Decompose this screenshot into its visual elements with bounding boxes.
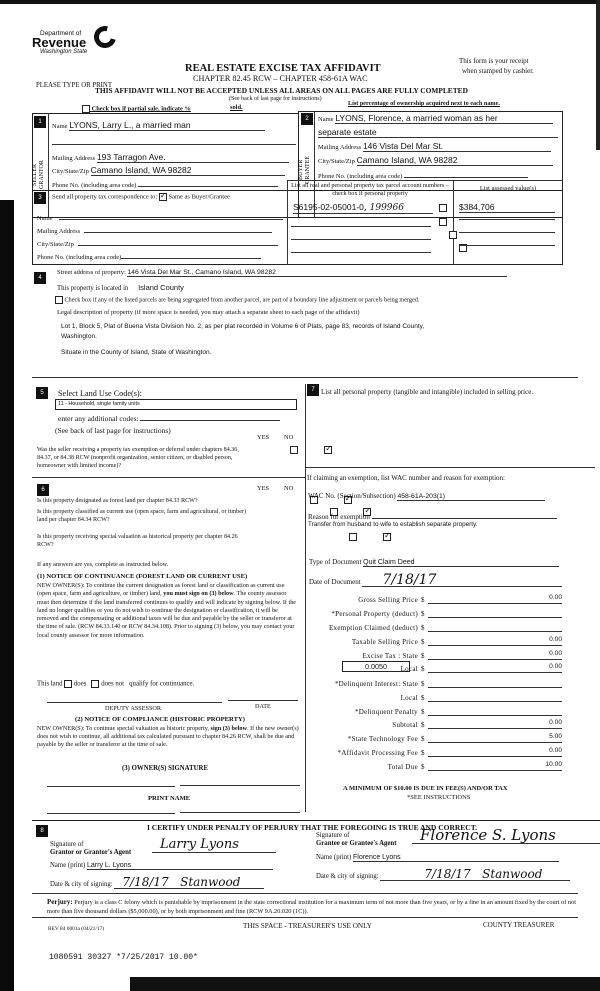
- segregated-checkbox[interactable]: [55, 296, 63, 304]
- land-use-see-back: (See back of last page for instructions): [55, 426, 171, 435]
- historical-yes-checkbox[interactable]: [349, 533, 357, 541]
- additional-codes-field[interactable]: [140, 413, 280, 421]
- notice2-text-a: NEW OWNER(S): To continue special valuation as historic property,: [37, 725, 209, 732]
- parcel-handwritten-1: , 199966: [363, 203, 404, 213]
- grantee-sig-label-1: Signature of: [316, 832, 350, 839]
- grantor-name-field[interactable]: Larry L. Lyons: [87, 862, 273, 870]
- lower-column-divider: [305, 384, 306, 812]
- scan-border-right: [596, 0, 600, 150]
- parcel-header: List all real and personal property tax parcel account numbers – check box if personal property: [291, 182, 449, 197]
- perjury-bottom-line: [32, 917, 578, 918]
- seller-phone-field[interactable]: [138, 179, 278, 187]
- fee-label: Subtotal: [392, 721, 418, 729]
- seller-name-row: [52, 120, 265, 131]
- corr-city-label: City/State/Zip: [37, 241, 74, 248]
- owner-signature-line-1: [47, 786, 175, 787]
- buyer-name-label: Name: [318, 116, 334, 123]
- located-row: [57, 283, 184, 292]
- corr-mailing-field[interactable]: [84, 226, 272, 233]
- form-title: REAL ESTATE EXCISE TAX AFFIDAVIT: [185, 63, 381, 74]
- sold-label: sold.: [230, 104, 243, 111]
- segregated-label: Check box if any of the listed parcels are being segregated from another parcel, are part of a boundary line adjustment or parcels being merged.: [64, 296, 420, 304]
- grantee-date-label: Date & city of signing:: [316, 873, 379, 880]
- currency-symbol: $: [421, 680, 425, 688]
- historical-no-checkbox[interactable]: [383, 533, 391, 541]
- currency-symbol: $: [421, 763, 425, 771]
- corr-phone-label: Phone No. (including area code): [37, 254, 122, 261]
- grantor-date-row: [50, 876, 264, 889]
- yes-header-5: YES: [257, 434, 270, 441]
- corr-phone-field[interactable]: [121, 252, 261, 259]
- currency-symbol: $: [421, 694, 425, 702]
- grantee-date-field[interactable]: 7/18/17 Stanwood: [380, 868, 570, 881]
- fee-value-field[interactable]: 0.00: [428, 747, 562, 757]
- assessed-header: List assessed value(s): [479, 185, 537, 192]
- parcel-line-4: [291, 252, 431, 253]
- section-5-badge: 5: [36, 387, 48, 399]
- section-3-top-line: [287, 180, 563, 181]
- grantee-name-label: Name (print): [316, 854, 352, 861]
- see-instructions-note: *SEE INSTRUCTIONS: [407, 794, 471, 801]
- perjury-top-line: [32, 893, 578, 894]
- certify-statement: I CERTIFY UNDER PENALTY OF PERJURY THAT THE FOREGOING IS TRUE AND CORRECT.: [147, 823, 478, 832]
- doc-date-row: [309, 574, 562, 587]
- logo-line3: Washington State: [40, 49, 88, 55]
- street-address-field[interactable]: 146 Vista Del Mar St., Camano Island, WA 98282: [127, 269, 507, 277]
- reason-label: Reason for exemption: [308, 513, 370, 521]
- please-type-label: PLEASE TYPE OR PRINT: [36, 82, 112, 89]
- currency-symbol: $: [421, 665, 425, 673]
- personal-property-checkbox-2[interactable]: [439, 218, 447, 226]
- section-2-badge: 2: [301, 113, 313, 125]
- currency-symbol: $: [421, 721, 425, 729]
- receipt-note-2: when stamped by cashier.: [462, 67, 534, 75]
- partial-sale-label: Check box if partial sale, indicate %: [91, 105, 191, 113]
- qualify-label: qualify for continuance.: [129, 680, 195, 688]
- located-county-field[interactable]: Island County: [138, 283, 184, 292]
- historical-question: Is this property receiving special valuation as historical property per chapter 84.26 RCW?: [37, 534, 238, 548]
- print-name-line-2: [180, 812, 300, 813]
- fee-label: Excise Tax : State: [362, 652, 418, 660]
- parcel-row-1: [293, 202, 447, 214]
- corr-name-label: Name: [37, 215, 53, 222]
- segregated-row: [55, 296, 419, 304]
- fee-label: *State Technology Fee: [347, 735, 418, 743]
- notice-continuance-body: [37, 582, 299, 640]
- corr-name-field[interactable]: [59, 213, 283, 220]
- seller-city-field[interactable]: Camano Island, WA 98282: [91, 165, 285, 176]
- street-address-row: [57, 269, 507, 277]
- send-correspondence-label: Send all property tax correspondence to:: [52, 193, 158, 201]
- logo-line1: Department of: [40, 30, 82, 37]
- county-treasurer-label: COUNTY TREASURER: [483, 921, 555, 929]
- personal-property-checkbox-3[interactable]: [449, 231, 457, 239]
- grantee-name-field[interactable]: Florence Lyons: [353, 854, 559, 862]
- notice-continuance-title: (1) NOTICE OF CONTINUANCE (FOREST LAND OR CURRENT USE): [37, 573, 248, 580]
- currency-symbol: $: [421, 735, 425, 743]
- buyer-phone-field[interactable]: [404, 170, 528, 178]
- perjury-bold: Perjury:: [47, 898, 73, 906]
- exemption-no-checkbox[interactable]: [324, 446, 332, 454]
- owner-signature-line-2: [180, 785, 300, 786]
- personal-property-label: List all personal property (tangible and intangible) included in selling price.: [321, 388, 534, 396]
- seller-name-field[interactable]: LYONS, Larry L., a married man: [69, 120, 265, 131]
- located-label: This property is located in: [57, 285, 129, 292]
- section-7-divider: [305, 467, 595, 468]
- additional-codes-label: enter any additional codes:: [58, 414, 139, 423]
- fee-value-field[interactable]: 0.00: [428, 719, 562, 729]
- currency-symbol: $: [421, 708, 425, 716]
- assessed-line-4: [459, 245, 555, 246]
- continuance-row: [37, 680, 194, 688]
- exemption-yes-checkbox[interactable]: [290, 446, 298, 454]
- fee-label: *Delinquent Penalty: [354, 708, 418, 716]
- seller-name-label: Name: [52, 123, 68, 130]
- this-land-label: This land: [37, 680, 63, 688]
- wac-row: [308, 492, 545, 501]
- receipt-note: This form is your receipt: [459, 57, 529, 65]
- fee-label: Total Due: [387, 763, 418, 771]
- fee-value-field[interactable]: [428, 622, 562, 632]
- corr-mailing-label: Mailing Address: [37, 228, 81, 235]
- form-warning: THIS AFFIDAVIT WILL NOT BE ACCEPTED UNLESS ALL AREAS ON ALL PAGES ARE FULLY COMPLETED: [95, 86, 468, 95]
- if-any-yes-note: If any answers are yes, complete as instructed below.: [37, 561, 169, 568]
- grantor-label: GRANTOR: [39, 160, 45, 190]
- buyer-city-row: [318, 155, 553, 166]
- assessed-line-3: [459, 232, 555, 233]
- form-id: REV 84 0001a (04/21/17): [48, 926, 105, 932]
- same-as-buyer-checkbox[interactable]: [159, 193, 167, 201]
- print-name-label: PRINT NAME: [148, 795, 191, 802]
- send-correspondence-row: [52, 193, 230, 201]
- parcel-line-2: [291, 226, 431, 227]
- perjury-text: Perjury is a class C felony which is punishable by imprisonment in the state correctional institution for a maximum term of not more than five years, or by a fine in an amount fixed by the court of not more than five thousand dollars ($5,000.00), or by both imprisonment and fine (RCW 9A.20.020 (1C)).: [47, 899, 576, 915]
- fee-label: Local: [400, 694, 418, 702]
- buyer-name-field-2[interactable]: separate estate: [318, 127, 558, 138]
- seller-mailing-field[interactable]: 193 Tarragon Ave.: [97, 152, 289, 163]
- legal-description-label: Legal description of property (if more space is needed, you may attach a separate sheet to each page of the affidavit): [57, 309, 360, 316]
- does-qualify-checkbox[interactable]: [64, 680, 72, 688]
- doc-date-label: Date of Document: [309, 578, 361, 586]
- grantee-date-row: [316, 868, 570, 881]
- grantor-date-label: Date & city of signing:: [50, 881, 113, 888]
- grantee-sig-label-2: Grantee or Grantee's Agent: [316, 840, 397, 847]
- see-back-note: (See back of last page for instructions): [229, 96, 322, 102]
- currency-symbol: $: [421, 610, 425, 618]
- same-as-buyer-label: Same as Buyer/Grantee: [168, 193, 230, 201]
- notice2-bold: sign (3) below: [210, 725, 247, 732]
- section-6-badge: 6: [37, 484, 49, 496]
- grantor-name-row: [50, 862, 273, 870]
- yes-header-6: YES: [257, 485, 270, 492]
- notice-compliance-body: [37, 725, 299, 748]
- section-4-bottom-line: [32, 377, 578, 378]
- no-header-5: NO: [284, 434, 294, 441]
- notice1-text-a: NEW OWNER(S): To continue the current designation as forest land or classification as current use (open space, farm and agriculture, or timber) land,: [37, 582, 285, 598]
- partial-sale-checkbox[interactable]: [82, 105, 90, 113]
- seller-label: SELLER: [32, 164, 38, 186]
- grantor-sig-label: [50, 841, 131, 857]
- section-4-badge: 4: [34, 272, 46, 284]
- seller-mailing-label: Mailing Address: [52, 155, 96, 162]
- corr-city-field[interactable]: [78, 239, 278, 246]
- buyer-city-field[interactable]: Camano Island, WA 98282: [357, 155, 553, 166]
- fee-value-field[interactable]: 0.00: [428, 594, 562, 604]
- fee-value-field[interactable]: 5.00: [428, 733, 562, 743]
- grantee-label: GRANTEE: [305, 156, 311, 184]
- no-header-6: NO: [284, 485, 294, 492]
- legal-description-line3: Situate in the County of Island, State of Washington.: [61, 349, 212, 356]
- currency-symbol: $: [421, 638, 425, 646]
- corr-city-row: [37, 239, 278, 248]
- deputy-assessor-line: [47, 702, 222, 703]
- grantee-sig-label: [316, 832, 396, 848]
- fee-value-field[interactable]: 0.00: [428, 650, 562, 660]
- form-subtitle: CHAPTER 82.45 RCW – CHAPTER 458-61A WAC: [193, 74, 368, 83]
- street-address-label: Street address of property:: [57, 269, 126, 276]
- treasurer-stamp: 1080591 30327 *7/25/2017 10.00*: [49, 953, 198, 962]
- notice1-bold: you must sign on (3) below: [163, 590, 234, 598]
- section-3-divider: [287, 180, 288, 265]
- forest-land-question: Is this property designated as forest land per chapter 84.33 RCW?: [37, 498, 198, 504]
- buyer-city-label: City/State/Zip: [318, 158, 355, 165]
- land-use-label: Select Land Use Code(s):: [58, 389, 142, 398]
- buyer-label: BUYER: [298, 159, 304, 181]
- reason-field-line: [372, 511, 557, 519]
- legal-description-line2: Washington.: [61, 333, 97, 340]
- corr-mailing-row: [37, 226, 272, 235]
- grantee-signature-field[interactable]: Florence S. Lyons: [412, 827, 600, 844]
- fee-value-field[interactable]: 10.00: [428, 761, 562, 771]
- grantee-name-row: [316, 854, 559, 862]
- buyer-name-row: [318, 113, 553, 124]
- doc-type-field[interactable]: Quit Claim Deed: [363, 559, 559, 567]
- doc-type-row: [309, 558, 559, 567]
- fee-value-field[interactable]: 0.00: [428, 663, 562, 673]
- currency-symbol: $: [421, 652, 425, 660]
- corr-phone-row: [37, 252, 261, 261]
- section-5-bottom-line: [32, 477, 305, 478]
- notice-compliance-title: (2) NOTICE OF COMPLIANCE (HISTORIC PROPERTY): [75, 716, 245, 723]
- scan-border-bottom: [130, 977, 600, 991]
- fee-value-field[interactable]: [428, 692, 562, 702]
- fee-label: Exemption Claimed (deduct): [328, 624, 418, 632]
- wac-field[interactable]: 458-61A-203(1): [397, 493, 545, 501]
- doc-type-label: Type of Document: [309, 558, 362, 566]
- doc-date-field[interactable]: 7/18/17: [362, 574, 562, 587]
- seller-city-label: City/State/Zip: [52, 168, 89, 175]
- ownership-note: List percentage of ownership acquired next to each name.: [348, 100, 500, 107]
- current-use-question: Is this property classified as current use (open space, farm and agricultural, or timber) land per chapter 84.34 RCW?: [37, 509, 246, 523]
- grantor-date-field[interactable]: 7/18/17 Stanwood: [114, 876, 264, 889]
- does-not-label: does not: [101, 680, 125, 688]
- logo-line2: Revenue: [32, 35, 87, 50]
- fee-label: Local: [400, 665, 418, 673]
- grantor-name-label: Name (print): [50, 862, 86, 869]
- assessed-line-2: [459, 219, 555, 220]
- fee-label: Gross Selling Price: [358, 596, 418, 604]
- seller-phone-label: Phone No. (including area code): [52, 182, 137, 189]
- section-8-badge: 8: [36, 825, 48, 837]
- currency-symbol: $: [421, 596, 425, 604]
- seller-name-line2: [52, 144, 296, 145]
- minimum-due-note: A MINIMUM OF $10.00 IS DUE IN FEE(S) AND/OR TAX: [343, 785, 508, 792]
- wac-label: WAC No. (Section/Subsection): [308, 492, 396, 500]
- fee-value-field[interactable]: [428, 706, 562, 716]
- seller-city-row: [52, 165, 285, 176]
- reason-field[interactable]: Transfer from husband to wife to establish separate property.: [308, 521, 478, 528]
- parcel-number-1[interactable]: S6195-02-05001-0: [293, 202, 364, 212]
- buyer-phone-label: Phone No. (including area code): [318, 173, 403, 180]
- buyer-mailing-field[interactable]: 146 Vista Del Mar St.: [363, 141, 551, 152]
- partial-sale-row: [82, 105, 191, 113]
- fee-label: *Affidavit Processing Fee: [337, 749, 418, 757]
- owner-signature-label: (3) OWNER(S) SIGNATURE: [122, 765, 208, 772]
- notice1-text-b: . The county assessor must then determine if the land transferred continues to qualify and will indicate by signing below. If the land no longer qualifies or you do not wish to continue the designation or classification, it will be removed and the compensating or additional taxes will be due and payable by the seller or transferor at the time of sale. (RCW 84.33.140 or RCW 84.34.108). Prior to signing (3) below, you may contact your local county assessor for more information.: [37, 590, 297, 639]
- dor-logo: [32, 30, 122, 55]
- grantor-sig-label-2: Grantor or Grantor's Agent: [50, 849, 132, 856]
- currency-symbol: $: [421, 624, 425, 632]
- does-not-qualify-checkbox[interactable]: [91, 680, 99, 688]
- additional-codes-row: [58, 413, 280, 423]
- buyer-name-field[interactable]: LYONS, Florence, a married woman as her: [335, 113, 553, 124]
- print-name-line-1: [47, 813, 175, 814]
- section-7-badge: 7: [307, 384, 319, 396]
- section-1-badge: 1: [34, 116, 46, 128]
- corr-name-row: [37, 213, 283, 222]
- reason-row: [308, 511, 557, 521]
- deputy-assessor-label: DEPUTY ASSESSOR: [105, 705, 161, 712]
- perjury-notice: [47, 898, 582, 916]
- currency-symbol: $: [421, 749, 425, 757]
- grantor-sig-label-1: Signature of: [50, 841, 84, 848]
- exemption-claim-label: If claiming an exemption, list WAC number and reason for exemption:: [307, 474, 505, 482]
- fee-label: Taxable Selling Price: [351, 638, 418, 646]
- buyer-phone-row: [318, 170, 528, 180]
- fee-label: *Personal Property (deduct): [331, 610, 418, 618]
- buyer-mailing-label: Mailing Address: [318, 144, 362, 151]
- assessor-date-label: DATE: [255, 703, 271, 710]
- buyer-mailing-row: [318, 141, 551, 152]
- fee-label: *Delinquent Interest: State: [334, 680, 418, 688]
- scan-border-top: [0, 0, 600, 4]
- legal-description-line1: Lot 1, Block 5, Plat of Buena Vista Division No. 2, as per plat recorded in Volume 6 of Plats, page 83, records of Island County,: [61, 323, 425, 330]
- assessor-date-line: [228, 700, 298, 701]
- seller-mailing-row: [52, 152, 289, 163]
- personal-property-checkbox-1[interactable]: [439, 204, 447, 212]
- treasurer-space-label: THIS SPACE - TREASURER'S USE ONLY: [243, 922, 372, 930]
- does-label: does: [73, 680, 87, 688]
- assessed-value-1[interactable]: $384,706: [459, 202, 555, 213]
- notice2-text-b: . If the new owner(s) does not wish to continue, all additional tax calculated pursuant to chapter 84.26 RCW, shall be due and payable by the seller or transferor at the time of sale.: [37, 725, 299, 748]
- fee-value-field[interactable]: 0.00: [428, 636, 562, 646]
- exemption-question: Was the seller receiving a property tax exemption or deferral under chapters 84.36, 84.37, or 84.38 RCW (nonprofit organization, senior citizen, or disabled person, homeowner with limited income)?: [37, 447, 239, 469]
- section-3-badge: 3: [34, 192, 46, 204]
- scan-border-left: [0, 200, 14, 991]
- parcel-line-3: [291, 239, 431, 240]
- local-rate-field[interactable]: 0.0050: [342, 661, 410, 672]
- section-3-divider-2: [453, 180, 454, 265]
- fee-value-field[interactable]: [428, 608, 562, 618]
- grantor-signature-field[interactable]: Larry Lyons: [152, 838, 276, 853]
- fee-value-field[interactable]: [428, 678, 562, 688]
- land-use-select[interactable]: 11 - Household, single family units: [55, 399, 297, 410]
- seller-phone-row: [52, 179, 278, 189]
- section-8-top-line: [32, 820, 600, 821]
